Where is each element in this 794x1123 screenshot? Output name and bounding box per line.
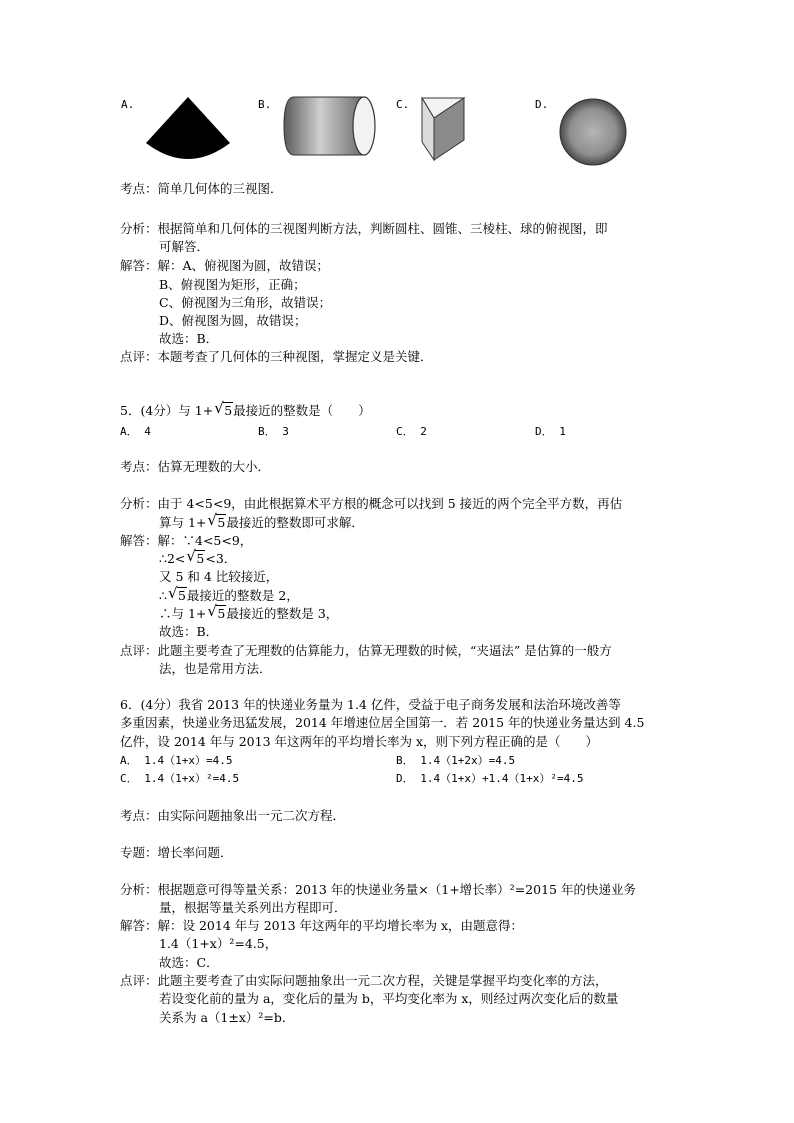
q5-option-c: C． 2 — [396, 425, 427, 438]
q6-stem-line3: 亿件，设 2014 年与 2013 年这两年的平均增长率为 x，则下列方程正确的是（ ） — [120, 734, 599, 749]
q5-jieda-line2 — [159, 547, 237, 567]
q4-jieda-line1: 解答：解：A、俯视图为圆，故错误； — [120, 258, 330, 273]
q5-dianping-line2: 法，也是常用方法． — [159, 661, 272, 676]
q5-jieda-line4-post: 最接近的整数是 2， — [186, 588, 299, 603]
q6-jieda-line2: 1.4（1+x）²=4.5， — [159, 936, 278, 951]
q6-fenxi-line2: 量，根据等量关系列出方程即可． — [159, 900, 347, 915]
q4-fenxi-line1: 分析：根据简单和几何体的三视图判断方法，判断圆柱、圆锥、三棱柱、球的俯视图，即 — [120, 221, 608, 236]
q4-kaodian: 考点：简单几何体的三视图． — [120, 181, 283, 196]
cylinder-shape-icon — [282, 95, 378, 157]
q5-option-d: D． 1 — [535, 425, 566, 438]
q5-jieda-line2-radicand: 5 — [196, 551, 205, 566]
q6-jieda-line1: 解答：解：设 2014 年与 2013 年这两年的平均增长率为 x，由题意得： — [120, 918, 524, 933]
q6-option-b: B． 1.4（1+2x）=4.5 — [396, 754, 516, 767]
q6-zhuanti: 专题：增长率问题． — [120, 845, 233, 860]
q5-jieda-line1: 解答：解：∵4<5<9， — [120, 533, 253, 548]
q5-jieda-line6: 故选：B． — [159, 624, 219, 639]
q4-jieda-line2: B、俯视图为矩形，正确； — [159, 277, 306, 292]
q5-fenxi-line2-post: 最接近的整数即可求解． — [226, 515, 364, 530]
q5-fenxi-line2 — [159, 511, 364, 531]
q5-stem-pre: 5．(4分）与 1+ — [120, 403, 214, 418]
q6-dianping-line3: 关系为 a（1±x）²=b． — [159, 1010, 295, 1025]
q5-jieda-line5-pre: ∴与 1+ — [159, 606, 207, 621]
cone-shape-icon — [144, 95, 232, 161]
q6-dianping-line1: 点评：此题主要考查了由实际问题抽象出一元二次方程，关键是掌握平均变化率的方法， — [120, 973, 608, 988]
triangular-prism-shape-icon — [418, 94, 468, 164]
q5-jieda-line2-pre: ∴2< — [159, 551, 186, 566]
q5-jieda-line2-post: <3． — [205, 551, 237, 566]
q6-option-c: C． 1.4（1+x）²=4.5 — [120, 772, 240, 785]
option-b-letter: B. — [258, 98, 272, 111]
q5-jieda-line5 — [159, 602, 339, 622]
q6-option-d: D． 1.4（1+x）+1.4（1+x）²=4.5 — [396, 772, 584, 785]
option-d-letter: D. — [535, 98, 549, 111]
q6-dianping-line2: 若设变化前的量为 a，变化后的量为 b，平均变化率为 x，则经过两次变化后的数量 — [159, 991, 619, 1006]
q6-option-a: A． 1.4（1+x）=4.5 — [120, 754, 233, 767]
q4-jieda-line4: D、俯视图为圆，故错误； — [159, 313, 307, 328]
q5-jieda-line5-radicand: 5 — [217, 606, 226, 621]
q5-stem — [120, 399, 371, 419]
q5-dianping-line1: 点评：此题主要考查了无理数的估算能力，估算无理数的时候，“夹逼法” 是估算的一般方 — [120, 643, 612, 658]
q5-stem-post: 最接近的整数是（ ） — [233, 403, 371, 418]
q6-stem-line2: 多重因素，快递业务迅猛发展，2014 年增速位居全国第一．若 2015 年的快递业务量达到 4.5 — [120, 715, 645, 730]
q5-jieda-line5-post: 最接近的整数是 3， — [226, 606, 339, 621]
sqrt-symbol: √ 5 — [186, 547, 205, 566]
sqrt-symbol: √ 5 — [207, 602, 226, 621]
q5-jieda-line3: 又 5 和 4 比较接近， — [159, 569, 279, 584]
sqrt-symbol: √ 5 — [214, 399, 233, 418]
q5-jieda-line4-pre: ∴ — [159, 588, 167, 603]
q6-fenxi-line1: 分析：根据题意可得等量关系：2013 年的快递业务量×（1+增长率）²=2015 年的快递业务 — [120, 882, 636, 897]
q4-jieda-line5: 故选：B． — [159, 331, 219, 346]
q5-option-a: A． 4 — [120, 425, 151, 438]
q4-dianping: 点评：本题考查了几何体的三种视图，掌握定义是关键． — [120, 349, 433, 364]
q5-fenxi-line2-pre: 算与 1+ — [159, 515, 207, 530]
q5-stem-radicand: 5 — [224, 403, 233, 418]
q5-jieda-line4-radicand: 5 — [177, 588, 186, 603]
q6-jieda-line3: 故选：C． — [159, 955, 219, 970]
q6-kaodian: 考点：由实际问题抽象出一元二次方程． — [120, 808, 346, 823]
sqrt-symbol: √ 5 — [167, 584, 186, 603]
option-a-letter: A. — [121, 98, 135, 111]
q5-fenxi-line1: 分析：由于 4<5<9，由此根据算术平方根的概念可以找到 5 接近的两个完全平方数，再估 — [120, 496, 623, 511]
q5-option-b: B． 3 — [258, 425, 289, 438]
q6-stem-line1: 6．(4分）我省 2013 年的快递业务量为 1.4 亿件，受益于电子商务发展和法治环境改善等 — [120, 697, 621, 712]
q4-jieda-line3: C、俯视图为三角形，故错误； — [159, 295, 332, 310]
sqrt-symbol: √ 5 — [207, 511, 226, 530]
q4-fenxi-line2: 可解答． — [159, 239, 210, 254]
option-c-letter: C. — [396, 98, 410, 111]
q5-fenxi-radicand: 5 — [217, 515, 226, 530]
sphere-shape-icon — [558, 97, 628, 167]
q5-kaodian: 考点：估算无理数的大小． — [120, 459, 271, 474]
q5-jieda-line4 — [159, 584, 299, 604]
